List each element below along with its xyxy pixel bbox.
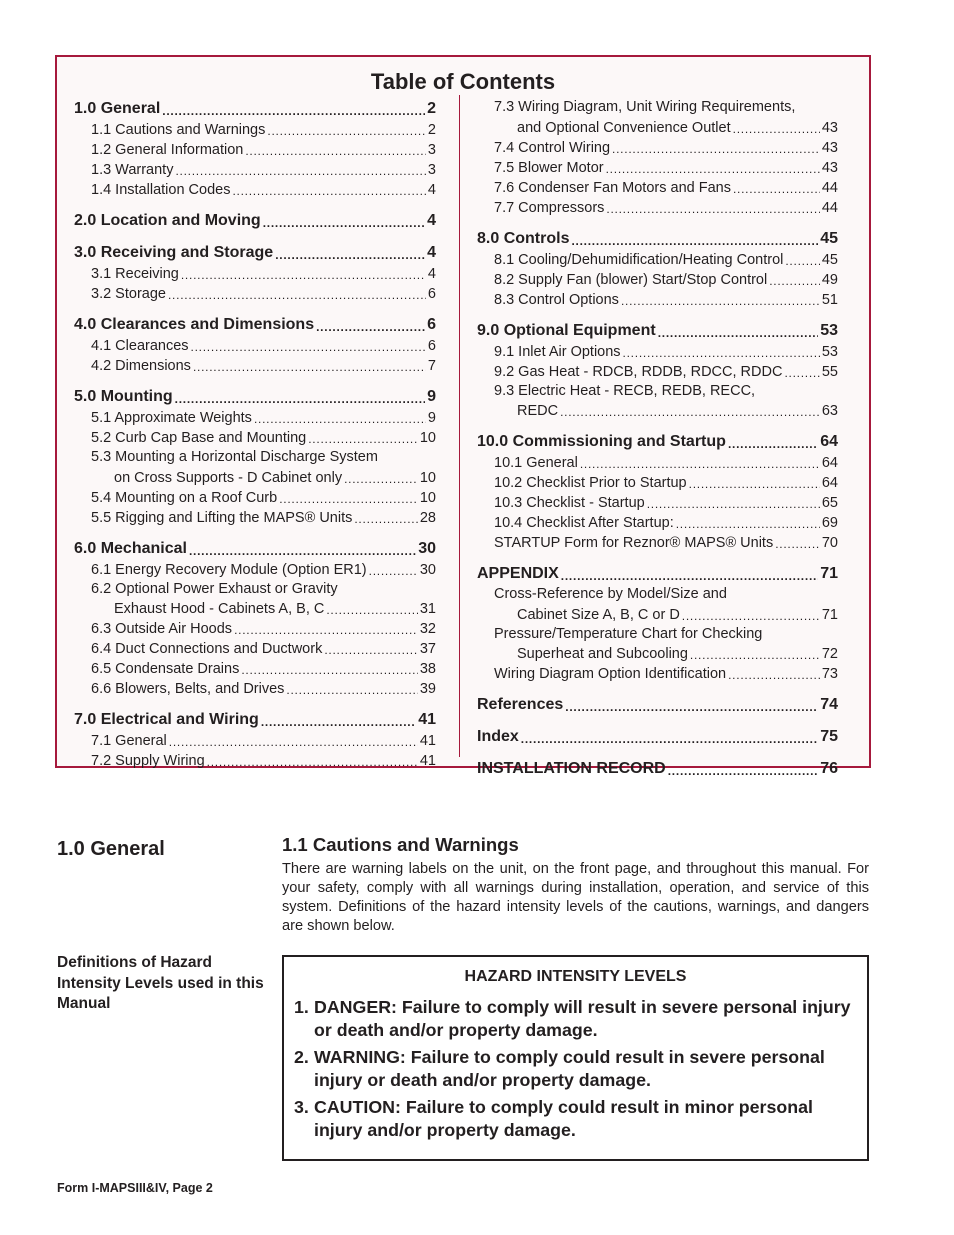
toc-entry-title: STARTUP Form for Reznor® MAPS® Units [494,535,774,551]
toc-section [74,538,436,700]
toc-dot-leader [275,249,425,264]
toc-column-divider [459,95,460,757]
toc-page-number: 10 [419,430,436,446]
toc-dot-leader [728,438,818,453]
toc-dot-leader [580,458,820,473]
toc-entry-title: 7.4 Control Wiring [494,139,611,156]
toc-dot-leader [175,165,425,180]
toc-page-number: 73 [821,666,838,682]
toc-entry-first-line[interactable]: 9.3 Electric Heat - RECB, REDB, RECC, [494,382,756,399]
toc-subsection-entry[interactable] [477,453,838,473]
toc-entry-title: 7.6 Condenser Fan Motors and Fans [494,179,731,196]
toc-entry-title: on Cross Supports - D Cabinet only [114,469,343,486]
toc-entry-title: 6.1 Energy Recovery Module (Option ER1) [91,561,367,578]
toc-page-number: 71 [821,606,838,623]
hazard-item-number: 1. [294,997,309,1017]
toc-page-number: 69 [821,515,838,531]
toc-dot-leader [668,765,818,780]
toc-subsection-entry[interactable] [74,751,436,771]
toc-entry-title: 10.2 Checklist Prior to Startup [494,475,687,491]
toc-section-entry[interactable] [477,694,838,716]
toc-dot-leader [784,367,819,382]
toc-section-entry[interactable] [74,538,436,560]
toc-page-number: 3 [427,142,436,158]
toc-subsection-entry[interactable] [74,160,436,180]
toc-entry-title: 1.0 General [74,100,161,117]
toc-entry-title: Exhaust Hood - Cabinets A, B, C [114,601,325,617]
toc-entry-title: 6.3 Outside Air Hoods [91,621,233,637]
toc-subsection-entry[interactable] [477,118,838,138]
toc-entry-title: 9.1 Inlet Air Options [494,343,621,360]
toc-dot-leader [261,716,416,731]
toc-subsection-entry[interactable] [74,408,436,428]
toc-subsection-entry[interactable] [74,508,436,528]
toc-entry-title: REDC [517,403,559,419]
hazard-box-title: HAZARD INTENSITY LEVELS [464,968,687,985]
toc-dot-leader [162,105,425,120]
toc-entry-title: References [477,696,564,713]
toc-dot-leader [308,433,418,448]
toc-subsection-entry[interactable] [74,599,436,619]
toc-entry-first-line[interactable]: Pressure/Temperature Chart for Checking [494,625,763,642]
toc-dot-leader [181,269,426,284]
toc-page-number: 49 [821,271,838,288]
toc-entry-title: 6.6 Blowers, Belts, and Drives [91,681,285,697]
toc-page-number: 4 [427,266,436,282]
toc-page-number: 4 [427,182,436,198]
toc-subsection-entry[interactable] [74,140,436,160]
toc-entry-title: 8.0 Controls [477,229,570,247]
toc-entry-title: 1.3 Warranty [91,162,174,178]
section-heading: 1.0 General [57,838,165,860]
toc-entry-title: 10.0 Commissioning and Startup [477,433,726,450]
toc-entry-title: 9.0 Optional Equipment [477,321,656,339]
toc-page-number: 10 [419,489,436,506]
toc-dot-leader [324,644,418,659]
toc-page-number: 9 [427,410,436,426]
toc-page-number: 39 [419,681,436,697]
toc-entry-title: 8.3 Control Options [494,291,619,308]
toc-page-number: 6 [427,286,436,302]
toc-dot-leader [561,570,818,585]
hazard-item-warning [294,1046,854,1091]
toc-subsection-entry[interactable] [74,468,436,488]
toc-subsection-entry[interactable] [74,264,436,284]
toc-entry-title: 7.2 Supply Wiring [91,753,205,769]
toc-page-number: 53 [821,343,838,360]
toc-dot-leader [728,669,820,684]
toc-section [74,242,436,304]
toc-entry-title: 5.2 Curb Cap Base and Mounting [91,430,307,446]
toc-page-number: 76 [820,760,838,777]
toc-subsection-entry[interactable] [477,493,838,513]
toc-page-number: 64 [821,455,838,471]
toc-dot-leader [191,341,426,356]
toc-dot-leader [267,125,426,140]
toc-entry-title: 10.1 General [494,455,578,471]
toc-dot-leader [326,604,418,619]
toc-page-number: 37 [419,641,436,657]
toc-page-number: 3 [427,162,436,178]
toc-subsection-entry[interactable] [477,270,838,290]
table-of-contents [55,55,871,777]
toc-entry-title: and Optional Convenience Outlet [517,119,731,136]
toc-page-number: 4 [427,212,436,229]
toc-subsection-entry[interactable] [477,533,838,553]
toc-page-number: 45 [821,251,838,268]
toc-subsection-entry[interactable] [477,158,838,178]
toc-entry-title: 7.7 Compressors [494,199,605,216]
toc-subsection-entry[interactable] [477,513,838,533]
toc-page-number: 74 [820,696,838,713]
toc-section-entry[interactable] [74,210,436,232]
hazard-item-danger [294,996,854,1041]
toc-page-number: 44 [821,199,838,216]
toc-subsection-entry[interactable] [477,138,838,158]
toc-page-number: 10 [419,469,436,486]
toc-entry-title: APPENDIX [477,565,559,582]
hazard-item-text: DANGER: Failure to comply will result in severe personal injury or death and/or property damage. [314,997,851,1040]
toc-page-number: 72 [821,646,838,662]
toc-subsection-entry[interactable] [477,250,838,270]
toc-subsection-entry[interactable] [74,679,436,699]
toc-dot-leader [733,123,820,138]
hazard-item-text: WARNING: Failure to comply could result in severe personal injury or death and/or property damage. [314,1047,825,1090]
toc-section-entry[interactable] [74,709,436,731]
toc-dot-leader [354,513,418,528]
toc-dot-leader [623,347,820,362]
toc-subsection-entry[interactable] [74,428,436,448]
toc-page-number: 6 [427,338,436,354]
toc-entry-title: 8.1 Cooling/Dehumidification/Heating Control [494,251,784,268]
toc-entry-first-line[interactable]: 6.2 Optional Power Exhaust or Gravity [91,580,338,597]
toc-entry-title: 3.2 Storage [91,286,166,302]
toc-entry-title: 7.1 General [91,733,167,749]
toc-page-number: 44 [821,179,838,196]
toc-entry-title: 5.1 Approximate Weights [91,410,252,426]
toc-section-entry[interactable] [477,320,838,342]
toc-page-number: 38 [419,661,436,677]
toc-dot-leader [682,610,820,625]
toc-dot-leader [254,413,426,428]
toc-left-column [74,98,436,781]
toc-entry-first-line[interactable]: 7.3 Wiring Diagram, Unit Wiring Requirements, [494,99,796,115]
toc-entry-title: Superheat and Subcooling [517,646,688,662]
toc-section [477,563,838,684]
toc-page-number: 41 [418,711,436,728]
toc-page-number: 2 [427,100,436,117]
toc-page-number: 41 [419,733,436,749]
toc-page-number: 4 [427,244,436,261]
toc-entry-title: 5.5 Rigging and Lifting the MAPS® Units [91,509,353,526]
toc-section [477,431,838,553]
toc-entry-title: 6.4 Duct Connections and Ductwork [91,641,323,657]
toc-page-number: 70 [821,535,838,551]
toc-subsection-entry[interactable] [74,639,436,659]
toc-section [477,758,838,780]
toc-section [74,98,436,200]
toc-title: Table of Contents [370,69,556,94]
toc-section-entry[interactable] [477,726,838,748]
toc-entry-title: 3.0 Receiving and Storage [74,244,274,261]
toc-section-entry[interactable] [477,228,838,250]
toc-section-entry[interactable] [477,563,838,585]
hazard-item-caution [294,1096,854,1141]
toc-dot-leader [175,393,425,408]
toc-page-number: 43 [821,119,838,136]
hazard-item-number: 2. [294,1047,309,1067]
toc-entry-title: INSTALLATION RECORD [477,760,666,777]
toc-dot-leader [606,163,820,178]
toc-dot-leader [775,538,820,553]
toc-page-number: 55 [821,363,838,380]
toc-subsection-entry[interactable] [477,664,838,684]
toc-page-number: 63 [821,403,838,419]
toc-dot-leader [232,185,425,200]
hazard-item-text: CAUTION: Failure to comply could result in minor personal injury and/or property damage. [314,1097,813,1140]
toc-subsection-entry[interactable] [74,180,436,200]
toc-subsection-entry[interactable] [74,619,436,639]
toc-section-entry[interactable] [477,431,838,453]
toc-dot-leader [241,664,418,679]
toc-section-entry[interactable] [74,98,436,120]
toc-entry-title: 3.1 Receiving [91,266,179,282]
toc-subsection-entry[interactable] [477,290,838,310]
toc-dot-leader [606,203,819,218]
toc-page-number: 30 [419,561,436,578]
toc-dot-leader [279,493,418,508]
toc-section [477,98,838,218]
toc-page-number: 51 [821,291,838,308]
toc-page-number: 43 [821,159,838,176]
toc-dot-leader [521,733,818,748]
toc-dot-leader [286,684,417,699]
toc-dot-leader [189,545,416,560]
toc-page-number: 75 [820,728,838,745]
toc-page-number: 53 [820,321,838,339]
toc-entry-title: Wiring Diagram Option Identification [494,666,727,682]
toc-dot-leader [689,478,820,493]
toc-section [477,228,838,310]
toc-page-number: 30 [418,539,436,557]
toc-entry-title: 7.0 Electrical and Wiring [74,711,259,728]
toc-subsection-entry[interactable] [74,336,436,356]
toc-section [74,386,436,528]
toc-dot-leader [658,327,819,342]
toc-dot-leader [565,701,818,716]
toc-entry-title: 4.2 Dimensions [91,358,191,374]
toc-subsection-entry[interactable] [477,362,838,382]
toc-dot-leader [733,183,820,198]
toc-dot-leader [369,565,418,580]
toc-page-number: 6 [427,316,436,333]
toc-entry-title: 4.0 Clearances and Dimensions [74,316,315,333]
toc-section-entry[interactable] [74,386,436,408]
toc-entry-title: 1.1 Cautions and Warnings [91,122,266,138]
toc-dot-leader [263,217,425,232]
toc-entry-title: 9.2 Gas Heat - RDCB, RDDB, RDCC, RDDC [494,363,783,380]
toc-page-number: 7 [427,358,436,374]
toc-page-number: 64 [820,433,838,450]
toc-dot-leader [571,235,818,250]
toc-dot-leader [168,289,426,304]
toc-subsection-entry[interactable] [74,488,436,508]
toc-subsection-entry[interactable] [74,356,436,376]
toc-page-number: 71 [820,565,838,582]
toc-entry-first-line[interactable]: 5.3 Mounting a Horizontal Discharge System [91,449,378,465]
toc-entry-title: 1.2 General Information [91,142,244,158]
toc-page-number: 31 [419,601,436,617]
toc-page-number: 45 [820,229,838,247]
toc-entry-title: 5.4 Mounting on a Roof Curb [91,489,278,506]
hazard-item-number: 3. [294,1097,309,1117]
toc-section [74,314,436,376]
hazard-levels-box [282,955,869,1161]
toc-page-number: 41 [419,753,436,769]
toc-section-entry[interactable] [477,758,838,780]
toc-page-number: 28 [419,509,436,526]
toc-section [74,709,436,771]
toc-page-number: 65 [821,495,838,511]
toc-entry-title: 6.0 Mechanical [74,539,187,557]
toc-subsection-entry[interactable] [477,644,838,664]
toc-page-number: 43 [821,139,838,156]
toc-page-number: 64 [821,475,838,491]
subsection-heading: 1.1 Cautions and Warnings [282,834,519,855]
toc-section [477,320,838,422]
toc-entry-title: 6.5 Condensate Drains [91,661,240,677]
toc-dot-leader [647,498,820,513]
toc-entry-title: 2.0 Location and Moving [74,212,261,229]
toc-dot-leader [207,756,418,771]
toc-subsection-entry[interactable] [74,120,436,140]
toc-section [477,726,838,748]
toc-dot-leader [316,321,425,336]
toc-dot-leader [234,624,418,639]
toc-subsection-entry[interactable] [74,284,436,304]
intro-paragraph: There are warning labels on the unit, on the front page, and throughout this manual. For your safety, comply with all warnings during installation, operation, and service of this system. Definitions of the hazard intensity levels of the cautions, warnings, and dangers are shown below. [282,861,869,934]
toc-entry-title: Index [477,728,519,745]
toc-section-entry[interactable] [74,242,436,264]
toc-section-entry[interactable] [74,314,436,336]
toc-subsection-entry[interactable] [477,401,838,421]
toc-dot-leader [560,406,820,421]
toc-section [74,210,436,232]
toc-right-column [477,98,838,790]
toc-dot-leader [621,295,820,310]
toc-entry-title: Cabinet Size A, B, C or D [517,606,680,623]
toc-subsection-entry[interactable] [74,560,436,580]
toc-entry-title: 7.5 Blower Motor [494,159,604,176]
toc-dot-leader [169,736,418,751]
toc-subsection-entry[interactable] [477,342,838,362]
toc-subsection-entry[interactable] [74,659,436,679]
toc-dot-leader [676,518,820,533]
toc-entry-title: 5.0 Mounting [74,388,173,405]
toc-page-number: 9 [427,388,436,405]
toc-entry-title: 10.4 Checklist After Startup: [494,515,674,531]
toc-dot-leader [690,649,820,664]
toc-page-number: 2 [427,122,436,138]
toc-entry-title: 4.1 Clearances [91,338,189,354]
toc-entry-title: 10.3 Checklist - Startup [494,495,645,511]
toc-dot-leader [245,145,426,160]
toc-entry-first-line[interactable]: Cross-Reference by Model/Size and [494,586,727,602]
page-footer: Form I-MAPSIII&IV, Page 2 [57,1181,213,1195]
toc-subsection-entry[interactable] [74,731,436,751]
toc-page-number: 32 [419,621,436,637]
toc-dot-leader [344,473,418,488]
toc-subsection-entry[interactable] [477,178,838,198]
toc-dot-leader [193,361,426,376]
hazard-definitions-note: Definitions of Hazard Intensity Levels used in this Manual [57,954,264,1012]
toc-subsection-entry[interactable] [477,473,838,493]
toc-entry-title: 8.2 Supply Fan (blower) Start/Stop Control [494,271,768,288]
toc-dot-leader [612,143,820,158]
toc-entry-title: 1.4 Installation Codes [91,182,231,198]
toc-subsection-entry[interactable] [477,605,838,625]
toc-subsection-entry[interactable] [477,198,838,218]
toc-dot-leader [785,255,820,270]
toc-section [477,694,838,716]
toc-dot-leader [769,275,820,290]
